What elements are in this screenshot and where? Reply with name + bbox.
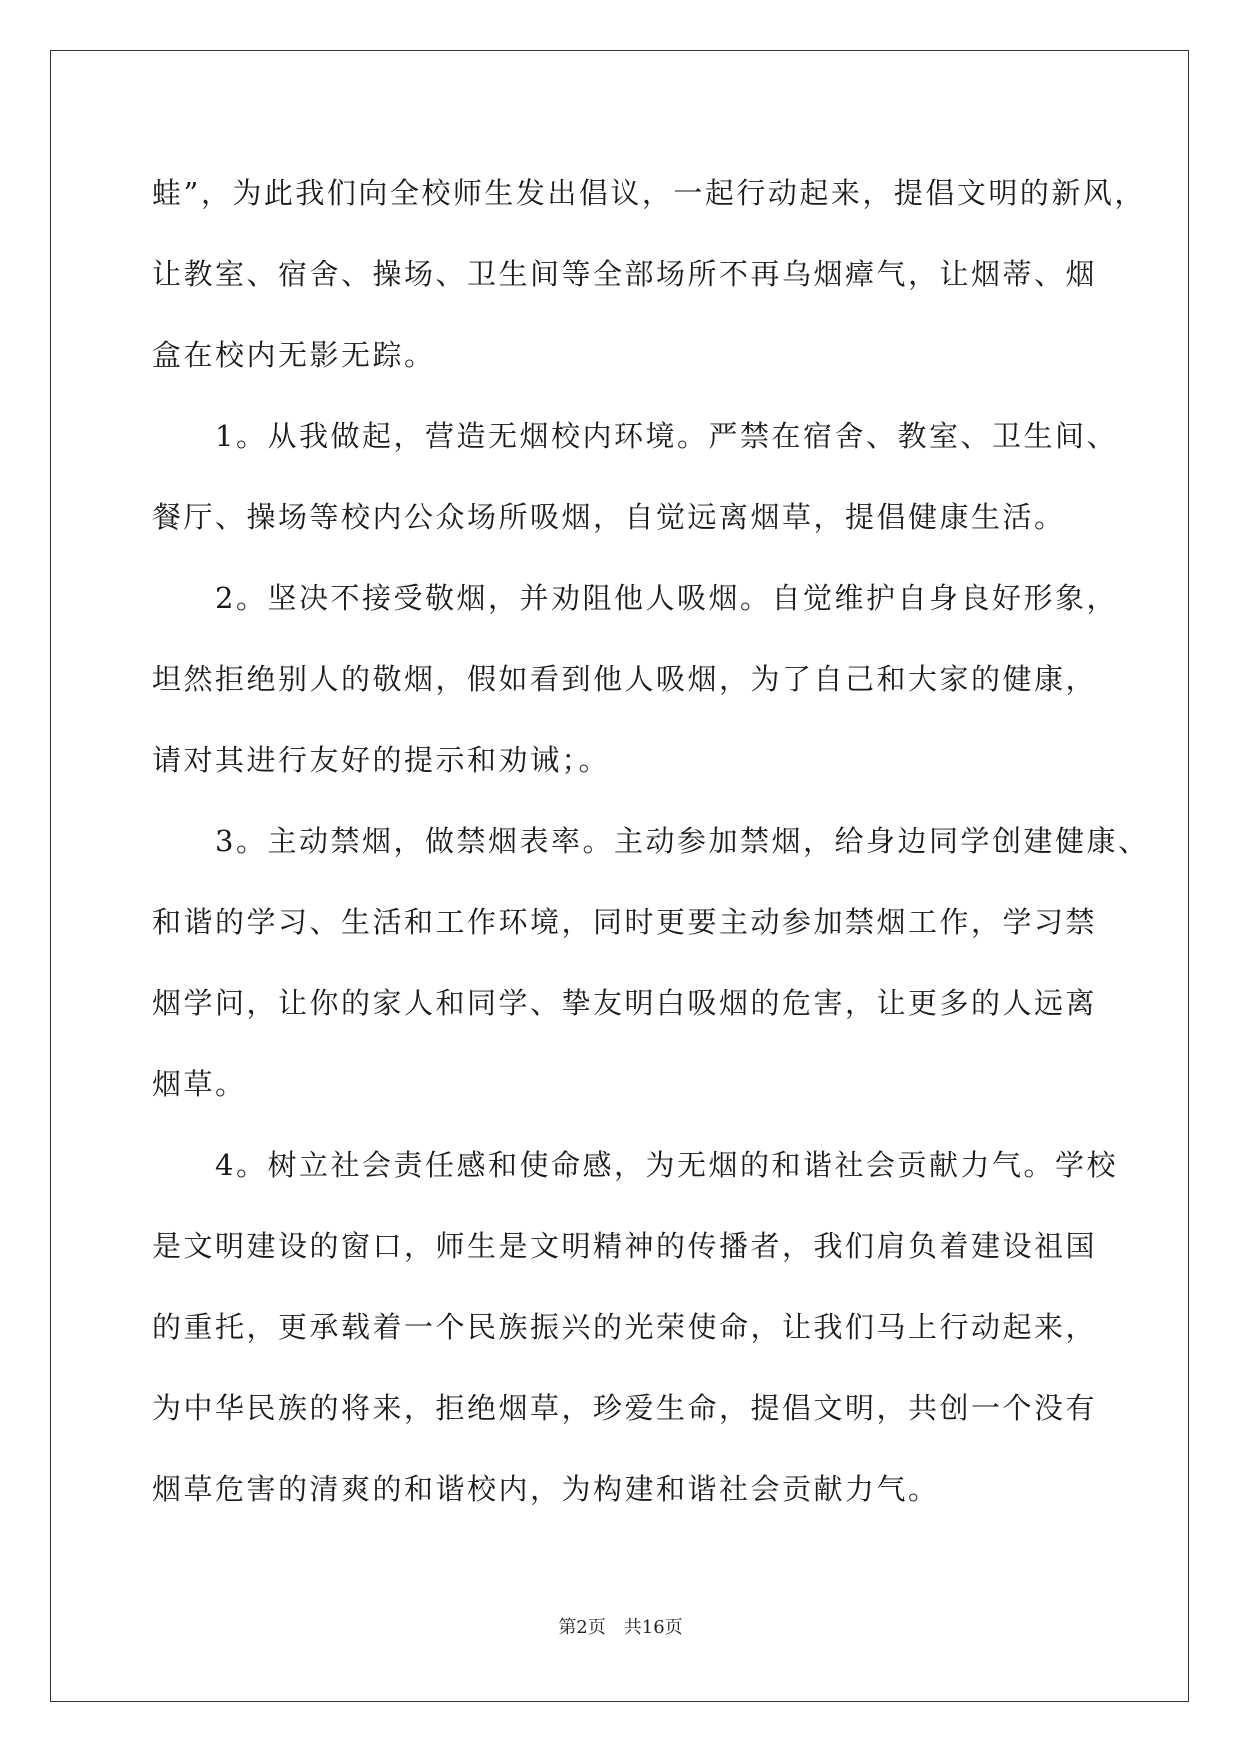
text-line: 和谐的学习、生活和工作环境，同时更要主动参加禁烟工作，学习禁: [152, 905, 1098, 939]
text-line: 盒在校内无影无踪。: [152, 338, 436, 372]
text-line: 坦然拒绝别人的敬烟，假如看到他人吸烟，为了自己和大家的健康，: [152, 662, 1098, 696]
text-line: 1。从我做起，营造无烟校内环境。严禁在宿舍、教室、卫生间、: [152, 419, 1118, 453]
text-line: 让教室、宿舍、操场、卫生间等全部场所不再乌烟瘴气，让烟蒂、烟: [152, 257, 1098, 291]
text-line: 的重托，更承载着一个民族振兴的光荣使命，让我们马上行动起来，: [152, 1310, 1098, 1344]
text-line: 为中华民族的将来，拒绝烟草，珍爱生命，提倡文明，共创一个没有: [152, 1391, 1098, 1425]
text-line: 4。树立社会责任感和使命感，为无烟的和谐社会贡献力气。学校: [152, 1148, 1118, 1182]
text-line: 3。主动禁烟，做禁烟表率。主动参加禁烟，给身边同学创建健康、: [152, 824, 1150, 858]
text-line: 请对其进行友好的提示和劝诫；。: [152, 743, 611, 777]
text-line: 餐厅、操场等校内公众场所吸烟，自觉远离烟草，提倡健康生活。: [152, 500, 1066, 534]
text-line: 是文明建设的窗口，师生是文明精神的传播者，我们肩负着建设祖国: [152, 1229, 1098, 1263]
text-line: 2。坚决不接受敬烟，并劝阻他人吸烟。自觉维护自身良好形象，: [152, 581, 1118, 615]
text-line: 烟草。: [152, 1067, 247, 1101]
text-line: 蛙”，为此我们向全校师生发出倡议，一起行动起来，提倡文明的新风，: [152, 176, 1146, 210]
text-line: 烟学问，让你的家人和同学、挚友明白吸烟的危害，让更多的人远离: [152, 986, 1098, 1020]
page-number-footer: 第2页 共16页: [558, 1617, 683, 1638]
text-line: 烟草危害的清爽的和谐校内，为构建和谐社会贡献力气。: [152, 1472, 940, 1506]
document-body: [152, 153, 1150, 1530]
